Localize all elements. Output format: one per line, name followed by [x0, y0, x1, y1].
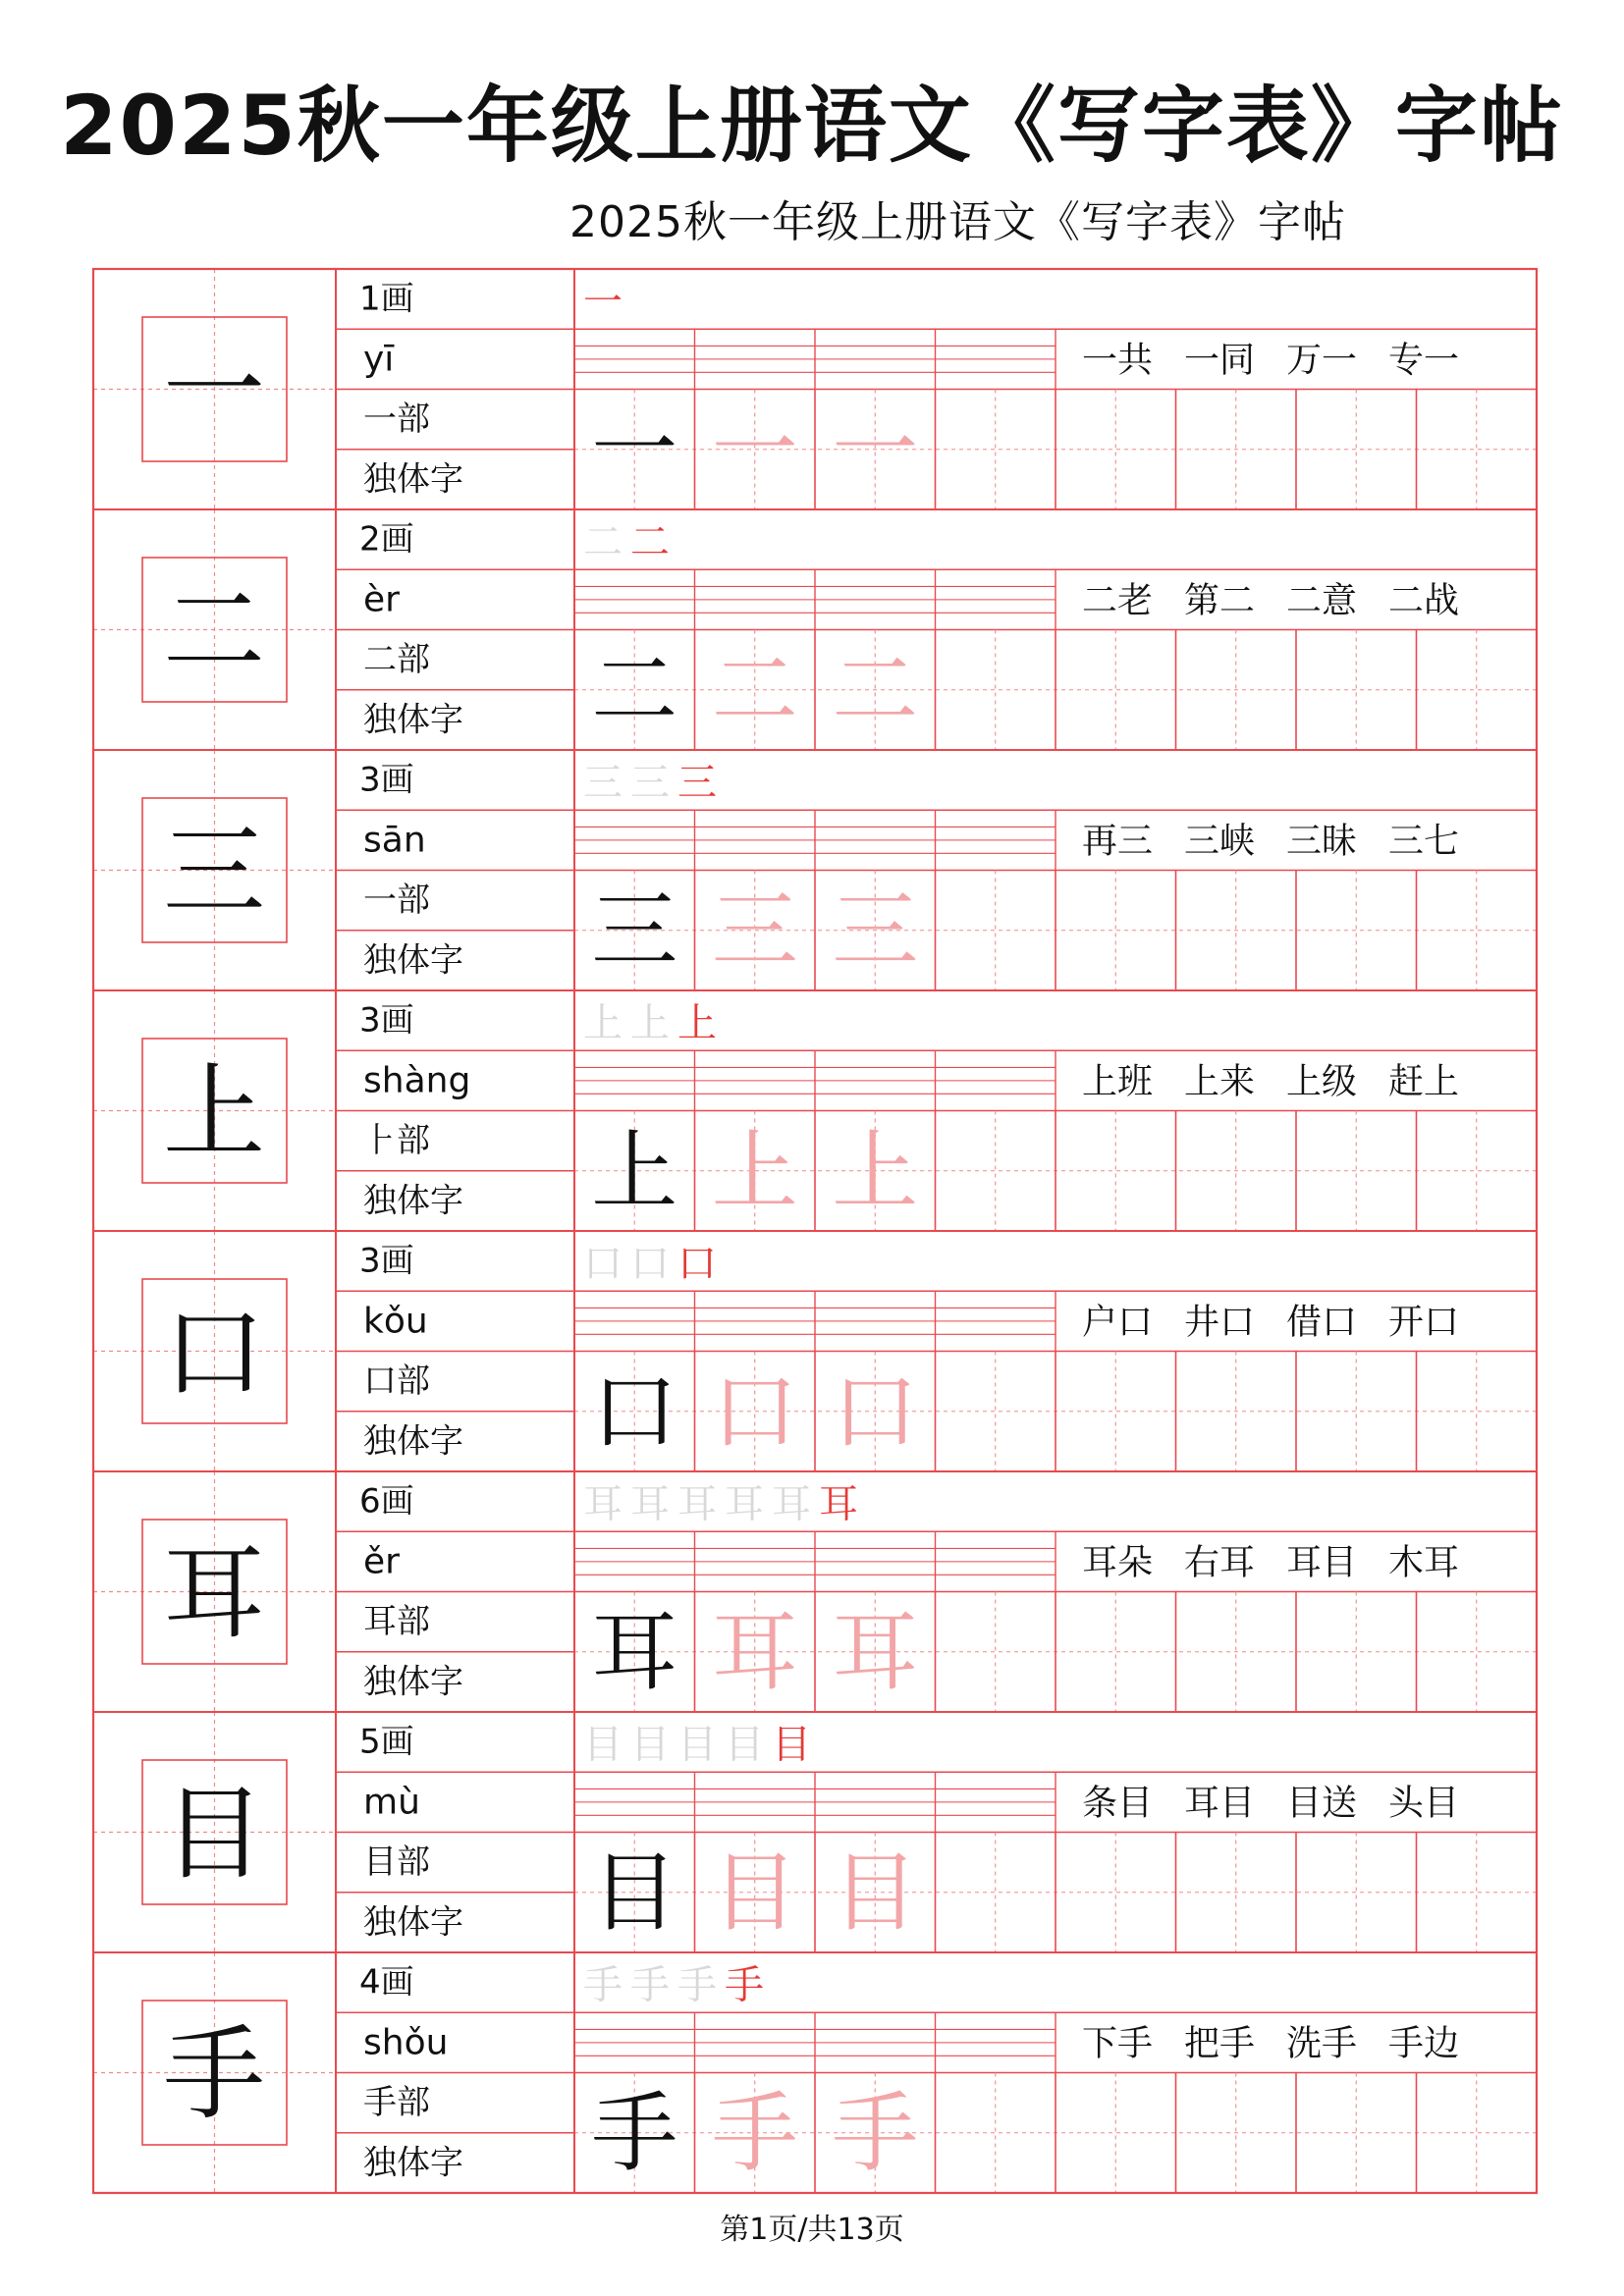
stroke-order-step: 目 — [677, 1722, 717, 1768]
radical: 耳部 — [363, 1602, 430, 1642]
model-character: 目 — [591, 1842, 678, 1944]
stroke-order-step: 耳 — [772, 1481, 811, 1527]
stroke-order-step: 目 — [725, 1722, 764, 1768]
big-character: 目 — [162, 1774, 266, 1894]
trace-character: 一 — [711, 399, 798, 501]
stroke-count: 3画 — [359, 1000, 414, 1041]
stroke-order-step: 二 — [630, 519, 670, 565]
stroke-order-step: 一 — [583, 279, 623, 325]
trace-character: 耳 — [711, 1601, 798, 1703]
stroke-order-step: 手 — [583, 1962, 623, 2008]
vocabulary-word: 一同 — [1183, 340, 1256, 381]
pinyin: mù — [363, 1782, 420, 1823]
vocabulary-word: 条目 — [1081, 1783, 1154, 1824]
vocabulary-word: 井口 — [1183, 1302, 1256, 1343]
vocabulary-word: 下手 — [1081, 2023, 1154, 2064]
stroke-order-step: 三 — [583, 760, 623, 806]
trace-character: 目 — [832, 1842, 919, 1944]
trace-character: 上 — [711, 1120, 798, 1222]
vocabulary-word: 耳朵 — [1081, 1542, 1154, 1583]
model-character: 耳 — [591, 1601, 678, 1703]
vocabulary-word: 再三 — [1081, 821, 1154, 862]
trace-character: 三 — [711, 880, 798, 982]
vocabulary-word: 耳目 — [1183, 1783, 1256, 1824]
structure-type: 独体字 — [363, 1662, 463, 1702]
stroke-order-step: 耳 — [583, 1481, 623, 1527]
radical: 手部 — [363, 2083, 430, 2123]
stroke-order-step: 目 — [630, 1722, 670, 1768]
vocabulary-word: 右耳 — [1183, 1542, 1256, 1583]
page-number: 第1页/共13页 — [720, 2213, 904, 2247]
radical: 口部 — [363, 1362, 430, 1402]
vocabulary-word: 洗手 — [1285, 2023, 1358, 2064]
vocabulary-word: 上来 — [1183, 1061, 1256, 1102]
structure-type: 独体字 — [363, 1181, 463, 1221]
structure-type: 独体字 — [363, 1421, 463, 1462]
vocabulary-word: 专一 — [1387, 340, 1460, 381]
model-character: 上 — [591, 1120, 678, 1222]
stroke-order-step: 耳 — [725, 1481, 764, 1527]
radical: ⺊部 — [363, 1121, 430, 1161]
stroke-order-step: 耳 — [677, 1481, 717, 1527]
model-character: 三 — [591, 880, 678, 982]
stroke-count: 2画 — [359, 519, 414, 560]
stroke-count: 1画 — [359, 279, 414, 319]
structure-type: 独体字 — [363, 940, 463, 981]
vocabulary-word: 二战 — [1387, 580, 1460, 621]
stroke-order-step: 目 — [583, 1722, 623, 1768]
vocabulary-word: 三七 — [1387, 821, 1460, 862]
trace-character: 三 — [832, 880, 919, 982]
big-character: 二 — [162, 571, 266, 691]
vocabulary-word: 木耳 — [1387, 1542, 1460, 1583]
pinyin: shàng — [363, 1060, 471, 1101]
stroke-order-step: 手 — [677, 1962, 717, 2008]
stroke-order-step: 上 — [677, 1000, 717, 1046]
pinyin: ěr — [363, 1541, 400, 1582]
stroke-order-step: 口 — [630, 1241, 670, 1287]
vocabulary-word: 赶上 — [1387, 1061, 1460, 1102]
stroke-count: 3画 — [359, 1241, 414, 1281]
vocabulary-word: 上班 — [1081, 1061, 1154, 1102]
vocabulary-word: 万一 — [1285, 340, 1358, 381]
radical: 一部 — [363, 400, 430, 440]
stroke-order-step: 口 — [583, 1241, 623, 1287]
big-character: 三 — [162, 812, 266, 932]
stroke-order-step: 上 — [630, 1000, 670, 1046]
vocabulary-word: 耳目 — [1285, 1542, 1358, 1583]
pinyin: èr — [363, 579, 400, 620]
vocabulary-word: 上级 — [1285, 1061, 1358, 1102]
trace-character: 口 — [711, 1361, 798, 1463]
model-character: 一 — [591, 399, 678, 501]
big-character: 耳 — [162, 1533, 266, 1653]
stroke-order-step: 上 — [583, 1000, 623, 1046]
page-subtitle: 2025秋一年级上册语文《写字表》字帖 — [569, 197, 1346, 247]
vocabulary-word: 目送 — [1285, 1783, 1358, 1824]
stroke-order-step: 手 — [725, 1962, 764, 2008]
vocabulary-word: 第二 — [1183, 580, 1256, 621]
trace-character: 目 — [711, 1842, 798, 1944]
radical: 目部 — [363, 1842, 430, 1883]
vocabulary-word: 二意 — [1285, 580, 1358, 621]
stroke-count: 6画 — [359, 1481, 414, 1522]
trace-character: 一 — [832, 399, 919, 501]
pinyin: sān — [363, 820, 426, 861]
big-character: 一 — [162, 331, 266, 451]
vocabulary-word: 一共 — [1081, 340, 1154, 381]
vocabulary-word: 借口 — [1285, 1302, 1358, 1343]
stroke-order-step: 口 — [677, 1241, 717, 1287]
vocabulary-word: 三峡 — [1183, 821, 1256, 862]
vocabulary-word: 户口 — [1081, 1302, 1154, 1343]
pinyin: kǒu — [363, 1301, 428, 1342]
stroke-order-step: 耳 — [630, 1481, 670, 1527]
big-character: 上 — [162, 1052, 266, 1172]
structure-type: 独体字 — [363, 2143, 463, 2183]
trace-character: 耳 — [832, 1601, 919, 1703]
vocabulary-word: 二老 — [1081, 580, 1154, 621]
stroke-order-step: 三 — [630, 760, 670, 806]
pinyin: shǒu — [363, 2022, 449, 2063]
model-character: 二 — [591, 639, 678, 741]
trace-character: 二 — [832, 639, 919, 741]
vocabulary-word: 手边 — [1387, 2023, 1460, 2064]
trace-character: 口 — [832, 1361, 919, 1463]
trace-character: 二 — [711, 639, 798, 741]
trace-character: 上 — [832, 1120, 919, 1222]
stroke-order-step: 手 — [630, 1962, 670, 2008]
stroke-order-step: 三 — [677, 760, 717, 806]
stroke-order-step: 耳 — [819, 1481, 858, 1527]
big-character: 口 — [162, 1293, 266, 1413]
stroke-count: 4画 — [359, 1962, 414, 2002]
structure-type: 独体字 — [363, 1902, 463, 1943]
vocabulary-word: 三昧 — [1285, 821, 1358, 862]
model-character: 手 — [591, 2082, 678, 2184]
stroke-count: 3画 — [359, 760, 414, 800]
page-title: 2025秋一年级上册语文《写字表》字帖 — [60, 78, 1564, 174]
pinyin: yī — [363, 339, 395, 380]
stroke-order-step: 目 — [772, 1722, 811, 1768]
stroke-count: 5画 — [359, 1722, 414, 1762]
big-character: 手 — [162, 2014, 266, 2134]
stroke-order-step: 二 — [583, 519, 623, 565]
structure-type: 独体字 — [363, 459, 463, 500]
vocabulary-word: 开口 — [1387, 1302, 1460, 1343]
model-character: 口 — [591, 1361, 678, 1463]
radical: 二部 — [363, 640, 430, 680]
radical: 一部 — [363, 881, 430, 921]
vocabulary-word: 头目 — [1387, 1783, 1460, 1824]
vocabulary-word: 把手 — [1183, 2023, 1256, 2064]
trace-character: 手 — [711, 2082, 798, 2184]
trace-character: 手 — [832, 2082, 919, 2184]
structure-type: 独体字 — [363, 700, 463, 740]
